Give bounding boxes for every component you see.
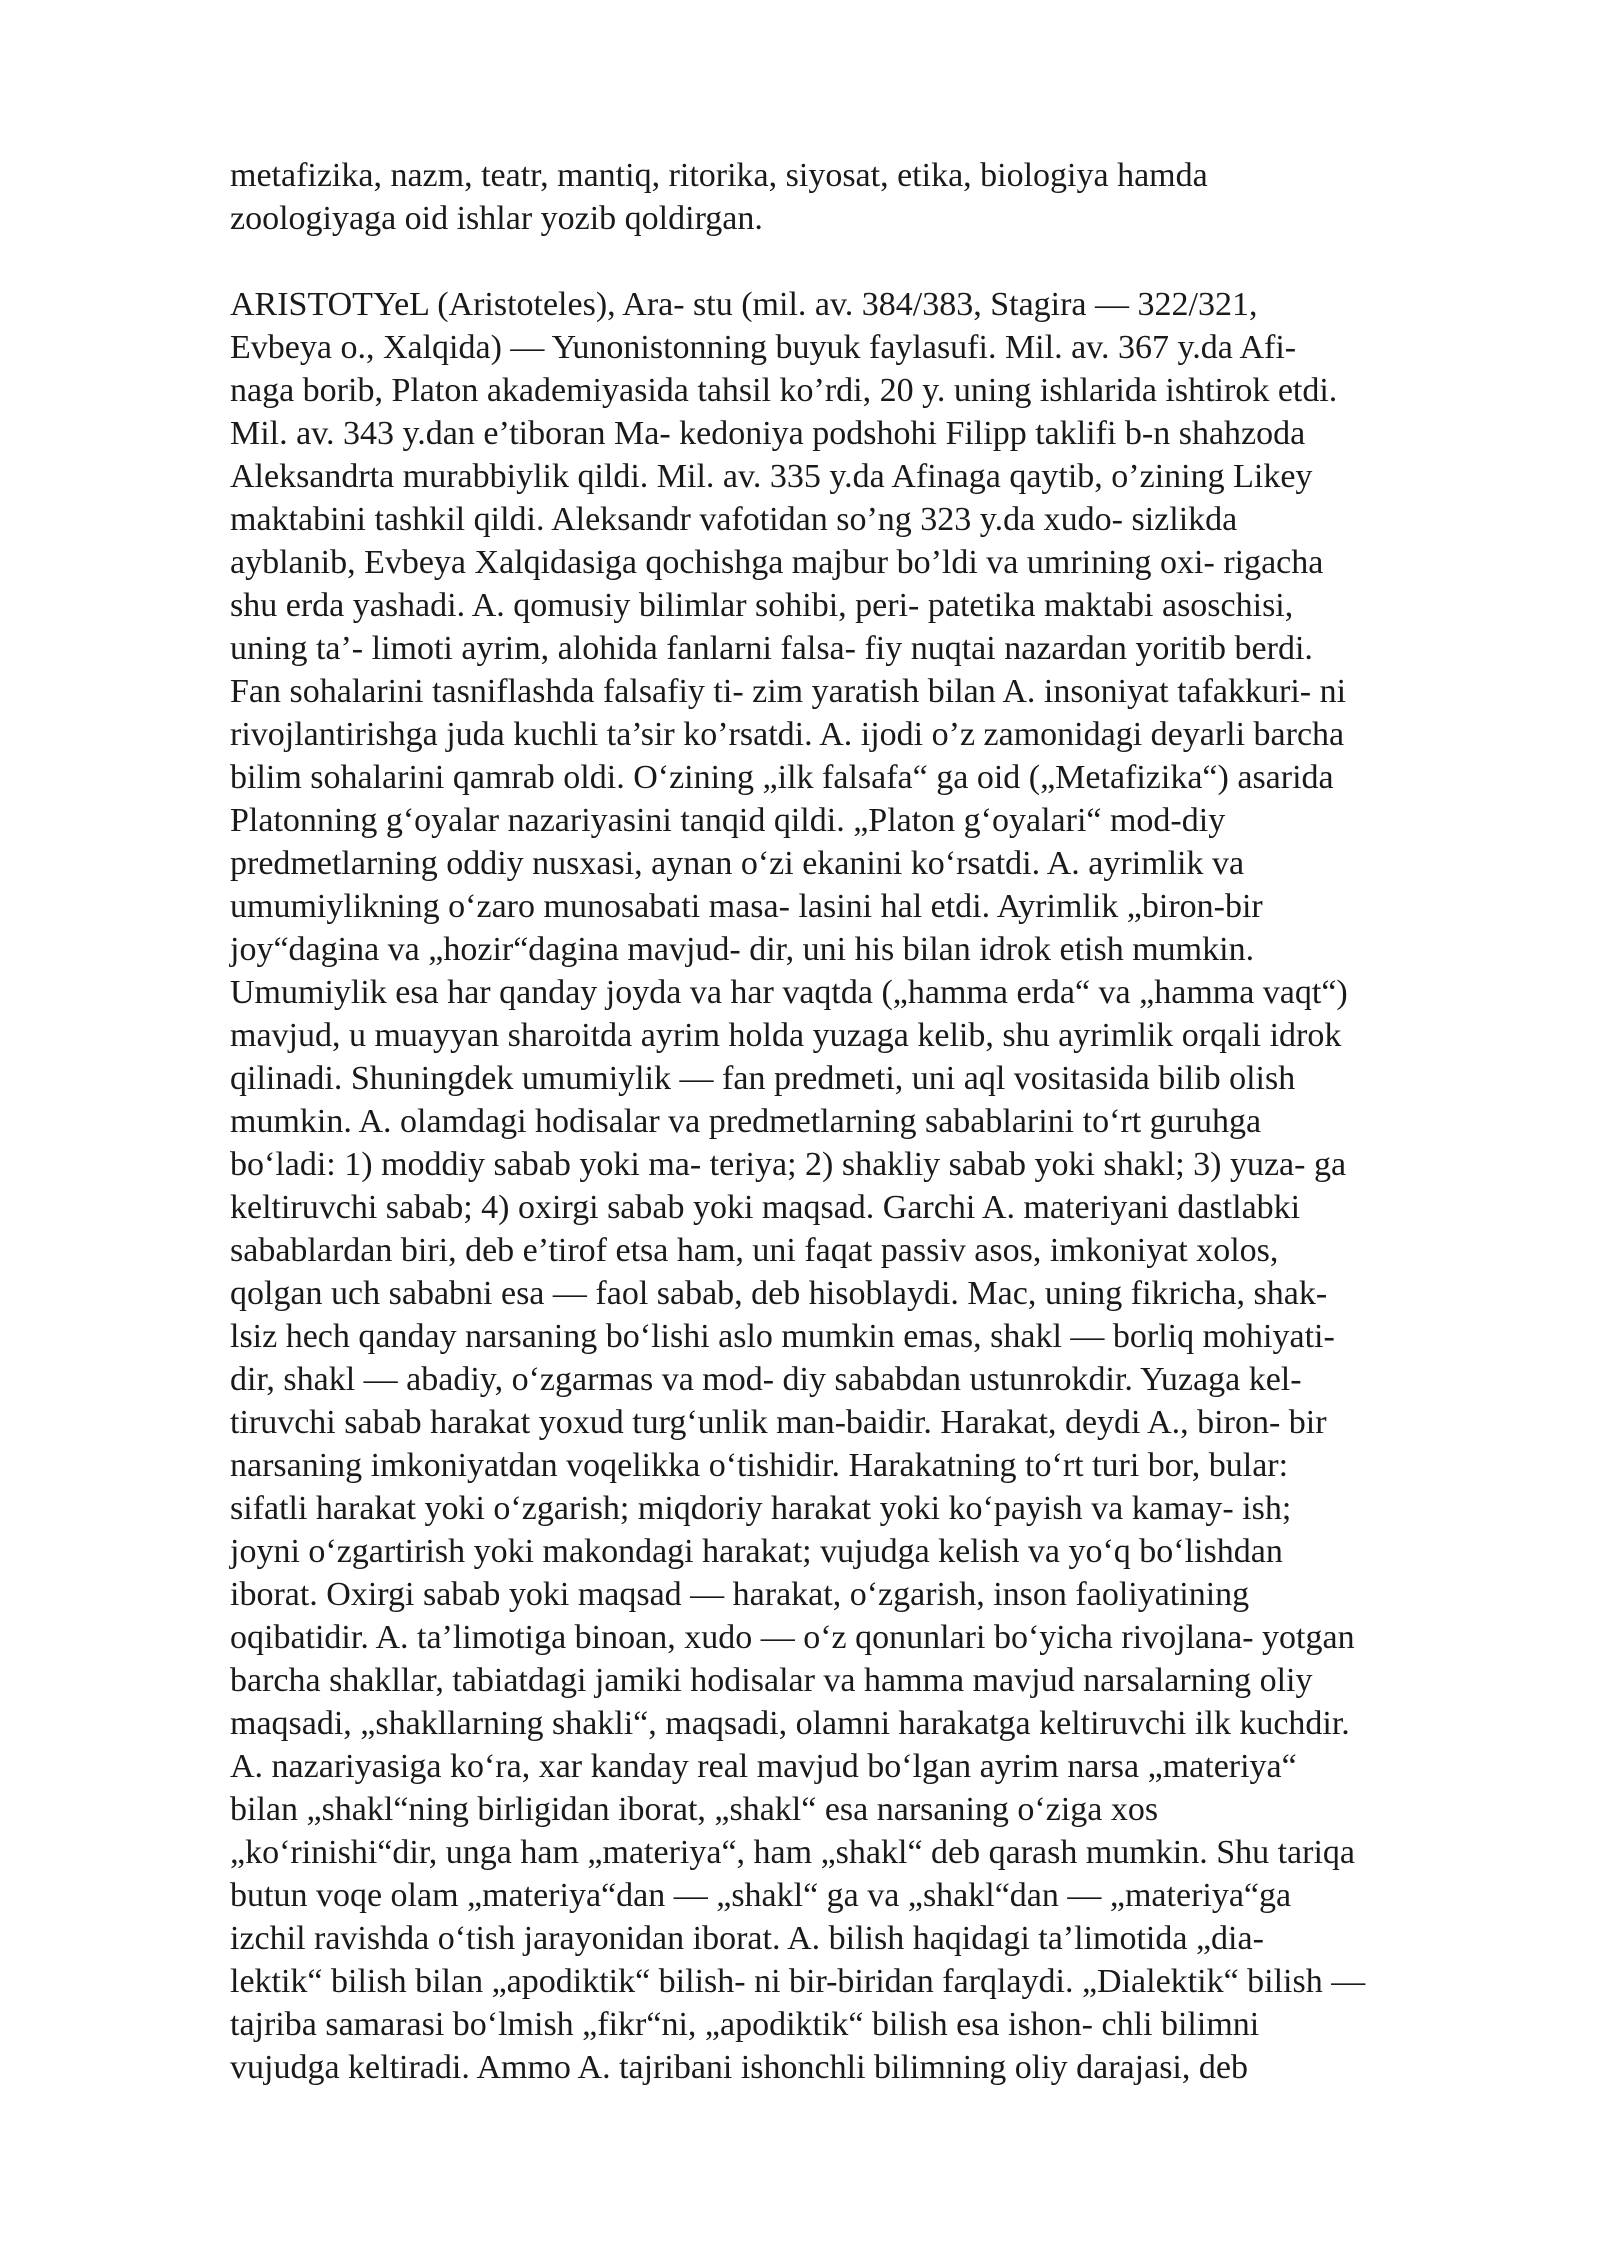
text-line: izchil ravishda o‘tish jarayonidan iborat. A. bilish haqidagi ta’limotida „dia- — [230, 1920, 1264, 1957]
text-line: tajriba samarasi bo‘lmish „fikr“ni, „apodiktik“ bilish esa ishon- chli bilimni — [230, 2006, 1260, 2043]
text-line: ARISTOTYeL (Aristoteles), Ara- stu (mil. av. 384/383, Stagira — 322/321, — [230, 286, 1258, 323]
text-line: bilim sohalarini qamrab oldi. O‘zining „ilk falsafa“ ga oid („Metafizika“) asarida — [230, 759, 1334, 796]
text-line: A. nazariyasiga ko‘ra, xar kanday real mavjud bo‘lgan ayrim narsa „materiya“ — [230, 1748, 1297, 1785]
text-line: Umumiylik esa har qanday joyda va har vaqtda („hamma erda“ va „hamma vaqt“) — [230, 974, 1348, 1011]
text-line: iborat. Oxirgi sabab yoki maqsad — harakat, o‘zgarish, inson faoliyatining — [230, 1576, 1250, 1613]
text-line: ayblanib, Evbeya Xalqidasiga qochishga majbur bo’ldi va umrining oxi- rigacha — [230, 544, 1324, 581]
text-line: sifatli harakat yoki o‘zgarish; miqdoriy harakat yoki ko‘payish va kamay- ish; — [230, 1490, 1292, 1527]
text-line: „ko‘rinishi“dir, unga ham „materiya“, ham „shakl“ deb qarash mumkin. Shu tariqa — [230, 1834, 1356, 1871]
text-line: tiruvchi sabab harakat yoxud turg‘unlik man-baidir. Harakat, deydi A., biron- bir — [230, 1404, 1327, 1441]
intro-paragraph — [230, 154, 1520, 240]
text-line: zoologiyaga oid ishlar yozib qoldirgan. — [230, 200, 763, 237]
text-line: keltiruvchi sabab; 4) oxirgi sabab yoki maqsad. Garchi A. materiyani dastlabki — [230, 1189, 1301, 1226]
text-line: butun voqe olam „materiya“dan — „shakl“ ga va „shakl“dan — „materiya“ga — [230, 1877, 1292, 1914]
text-line: joy“dagina va „hozir“dagina mavjud- dir, uni his bilan idrok etish mumkin. — [230, 931, 1255, 968]
text-line: maqsadi, „shakllarning shakli“, maqsadi, olamni harakatga keltiruvchi ilk kuchdir. — [230, 1705, 1350, 1742]
text-line: barcha shakllar, tabiatdagi jamiki hodisalar va hamma mavjud narsalarning oliy — [230, 1662, 1313, 1699]
text-line: maktabini tashkil qildi. Aleksandr vafotidan so’ng 323 y.da xudo- sizlikda — [230, 501, 1238, 538]
text-line: Evbeya o., Xalqida) — Yunonistonning buyuk faylasufi. Mil. av. 367 y.da Afi- — [230, 329, 1297, 366]
text-line: naga borib, Platon akademiyasida tahsil ko’rdi, 20 y. uning ishlarida ishtirok etdi. — [230, 372, 1338, 409]
text-line: shu erda yashadi. A. qomusiy bilimlar sohibi, peri- patetika maktabi asoschisi, — [230, 587, 1294, 624]
text-line: oqibatidir. A. ta’limotiga binoan, xudo — o‘z qonunlari bo‘yicha rivojlana- yotgan — [230, 1619, 1355, 1656]
text-line: qilinadi. Shuningdek umumiylik — fan predmeti, uni aql vositasida bilib olish — [230, 1060, 1296, 1097]
text-line: lsiz hech qanday narsaning bo‘lishi aslo mumkin emas, shakl — borliq mohiyati- — [230, 1318, 1335, 1355]
text-line: Aleksandrta murabbiylik qildi. Mil. av. 335 y.da Afinaga qaytib, o’zining Likey — [230, 458, 1313, 495]
text-line: Platonning g‘oyalar nazariyasini tanqid qildi. „Platon g‘oyalari“ mod-diy — [230, 802, 1226, 839]
text-line: qolgan uch sababni esa — faol sabab, deb hisoblaydi. Mac, uning fikricha, shak- — [230, 1275, 1328, 1312]
article-paragraph — [230, 283, 1520, 2089]
text-line: dir, shakl — abadiy, o‘zgarmas va mod- diy sababdan ustunrokdir. Yuzaga kel- — [230, 1361, 1302, 1398]
text-line: Mil. av. 343 y.dan e’tiboran Ma- kedoniya podshohi Filipp taklifi b-n shahzoda — [230, 415, 1306, 452]
text-line: mumkin. A. olamdagi hodisalar va predmetlarning sabablarini to‘rt guruhga — [230, 1103, 1262, 1140]
text-line: umumiylikning o‘zaro munosabati masa- lasini hal etdi. Ayrimlik „biron-bir — [230, 888, 1263, 925]
text-line: bilan „shakl“ning birligidan iborat, „shakl“ esa narsaning o‘ziga xos — [230, 1791, 1159, 1828]
text-line: vujudga keltiradi. Ammo A. tajribani ishonchli bilimning oliy darajasi, deb — [230, 2049, 1248, 2086]
text-line: narsaning imkoniyatdan voqelikka o‘tishidir. Harakatning to‘rt turi bor, bular: — [230, 1447, 1289, 1484]
text-line: lektik“ bilish bilan „apodiktik“ bilish- ni bir-biridan farqlaydi. „Dialektik“ bilish — — [230, 1963, 1366, 2000]
text-line: joyni o‘zgartirish yoki makondagi harakat; vujudga kelish va yo‘q bo‘lishdan — [230, 1533, 1283, 1570]
text-line: mavjud, u muayyan sharoitda ayrim holda yuzaga kelib, shu ayrimlik orqali idrok — [230, 1017, 1342, 1054]
text-line: rivojlantirishga juda kuchli ta’sir ko’rsatdi. A. ijodi o’z zamonidagi deyarli barcha — [230, 716, 1345, 753]
text-line: uning ta’- limoti ayrim, alohida fanlarni falsa- fiy nuqtai nazardan yoritib berdi. — [230, 630, 1313, 667]
text-line: sabablardan biri, deb e’tirof etsa ham, uni faqat passiv asos, imkoniyat xolos, — [230, 1232, 1279, 1269]
text-line: bo‘ladi: 1) moddiy sabab yoki ma- teriya; 2) shakliy sabab yoki shakl; 3) yuza- ga — [230, 1146, 1347, 1183]
text-line: predmetlarning oddiy nusxasi, aynan o‘zi ekanini ko‘rsatdi. A. ayrimlik va — [230, 845, 1245, 882]
text-line: Fan sohalarini tasniflashda falsafiy ti- zim yaratish bilan A. insoniyat tafakkuri- ni — [230, 673, 1347, 710]
text-line: metafizika, nazm, teatr, mantiq, ritorika, siyosat, etika, biologiya hamda — [230, 157, 1208, 194]
